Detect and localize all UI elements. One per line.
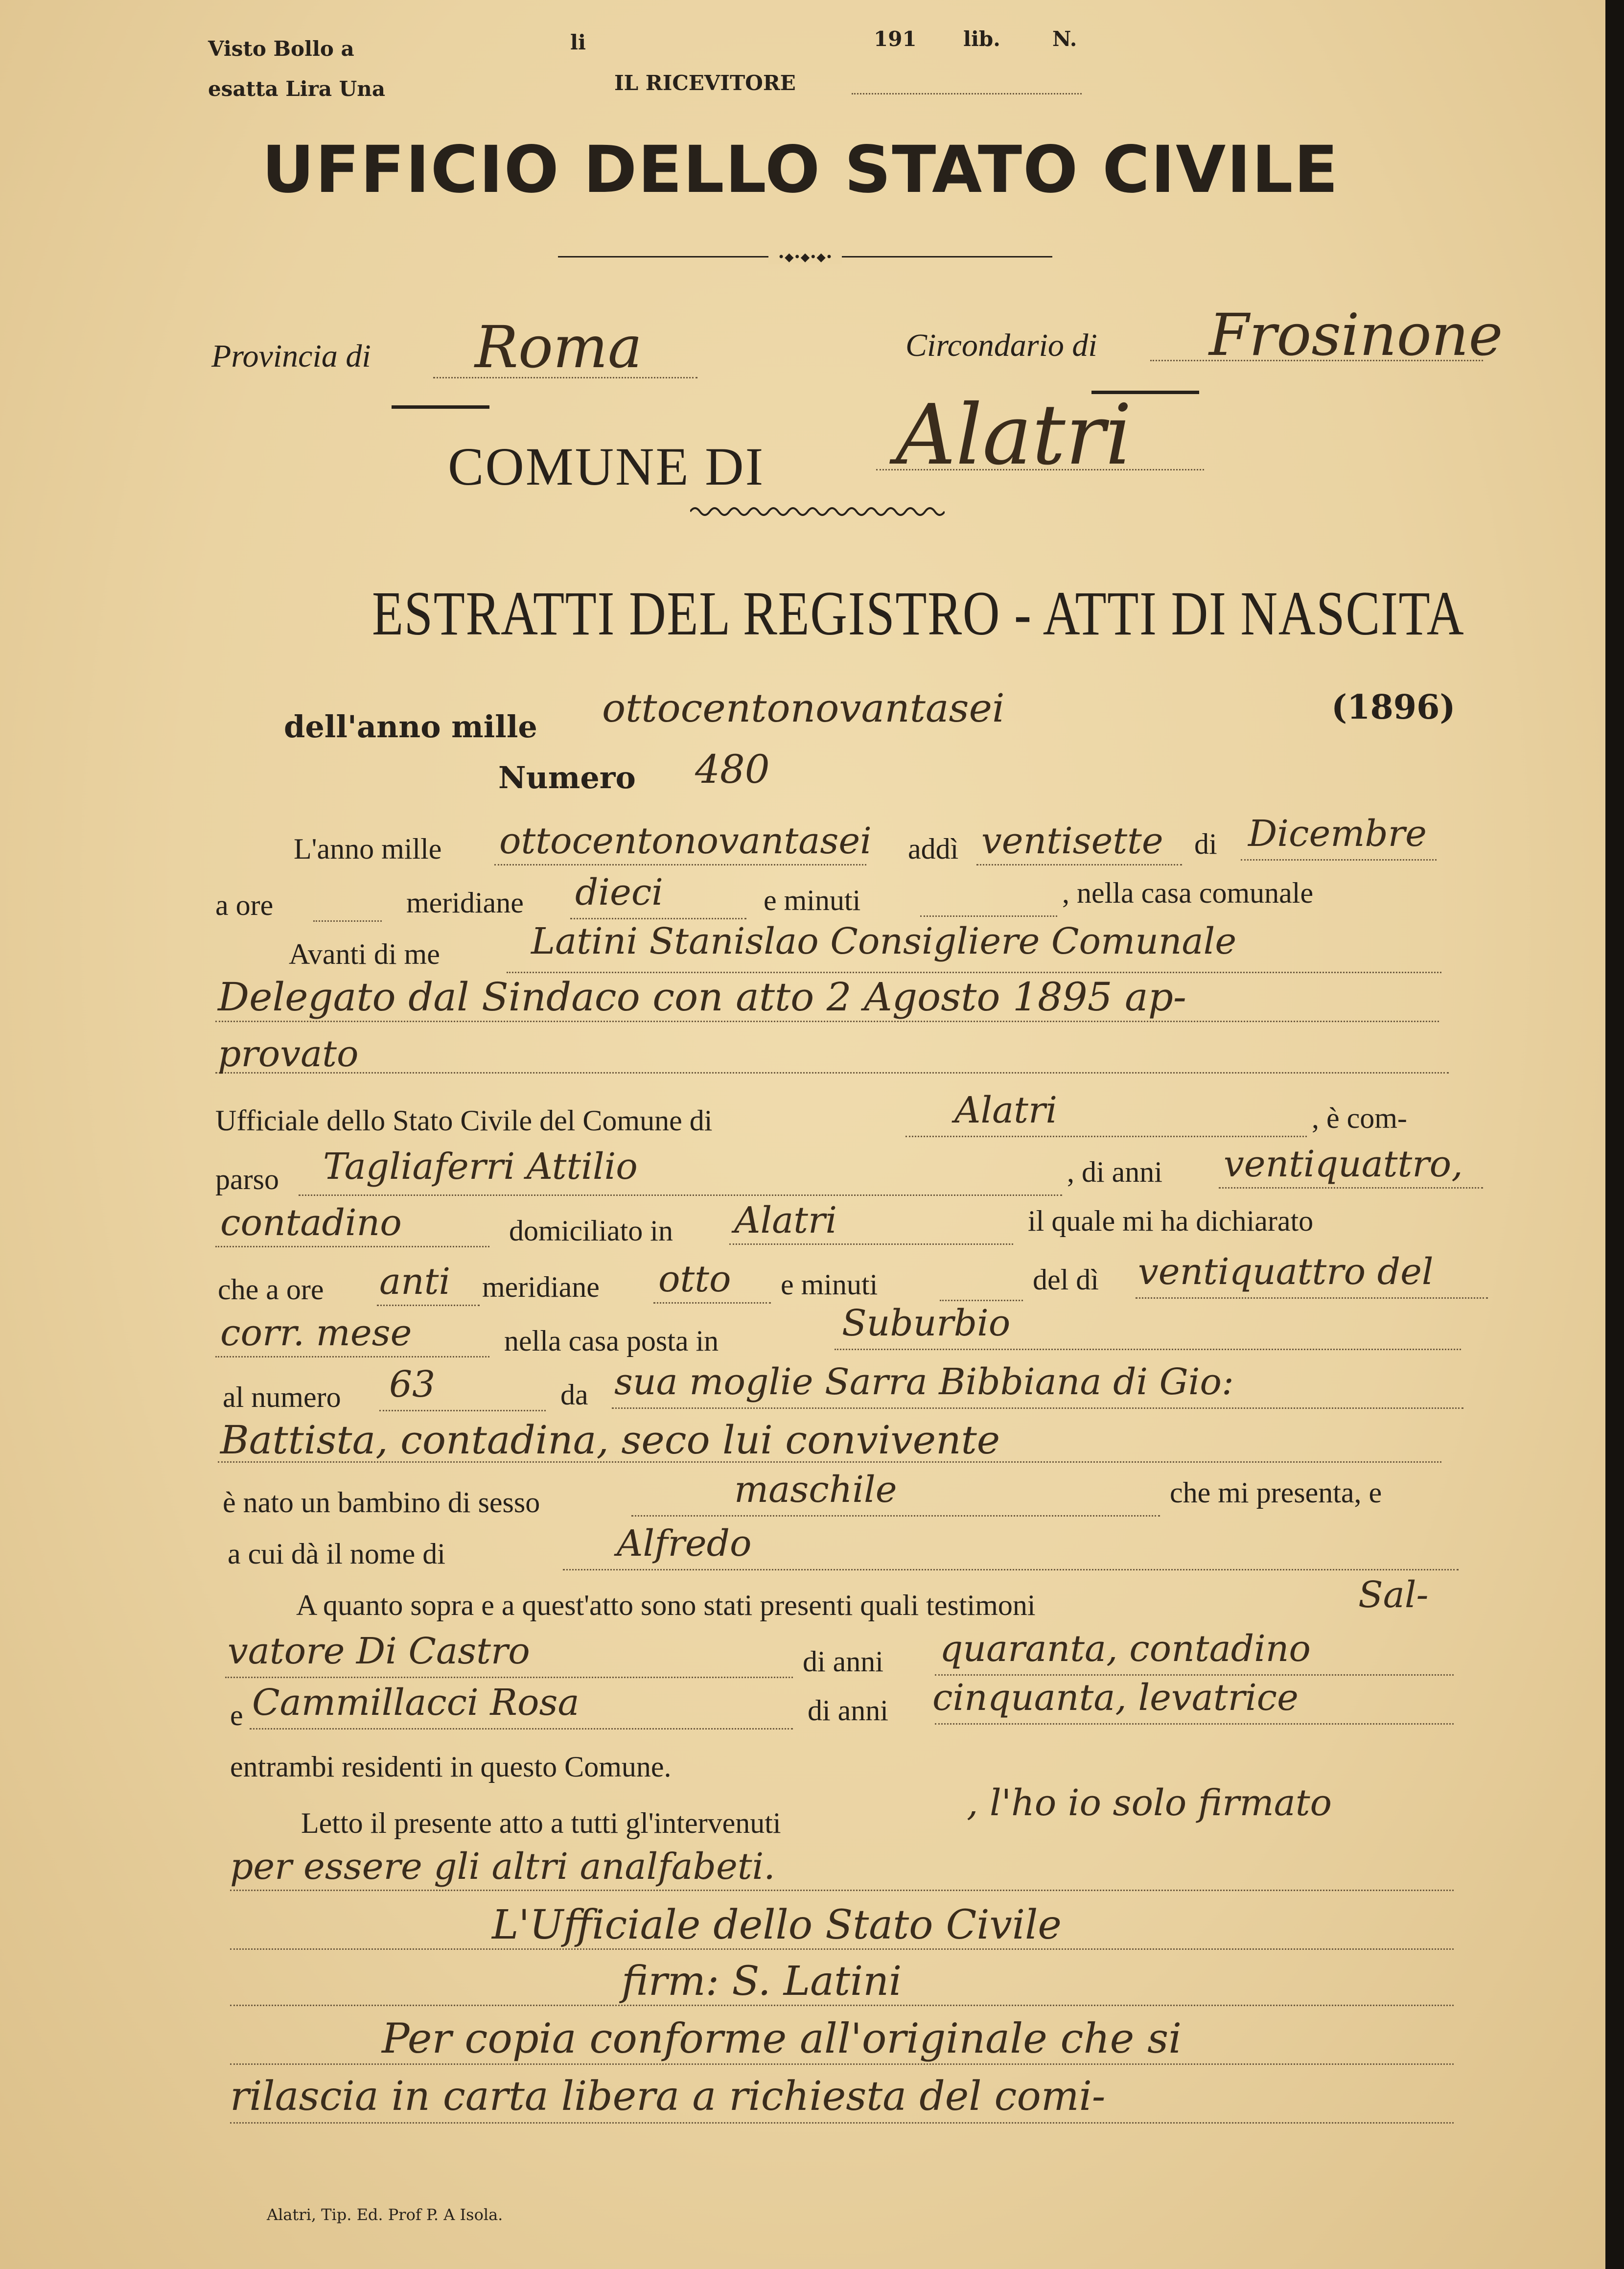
circondario-label: Circondario di [905,327,1097,363]
hw-entry: rilascia in carta libera a richiesta del comi- [230,2073,1106,2120]
hw-entry: Latini Stanislao Consigliere Comunale [531,920,1237,962]
fill-line [230,1948,1454,1950]
fill-line [494,864,866,865]
body-text: che a ore [218,1273,324,1306]
body-text: nella casa posta in [504,1325,719,1357]
body-text: di [1194,828,1217,860]
body-text: di anni [803,1645,883,1678]
ricevitore-label: IL RICEVITORE [614,71,796,95]
hw-entry: quaranta, contadino [940,1628,1311,1670]
hw-entry: Per copia conforme all'originale che si [382,2014,1182,2062]
body-text: al numero [223,1381,341,1413]
body-text: a ore [215,889,274,921]
fill-line [299,1194,1062,1196]
hw-entry: Battista, contadina, seco lui convivente [220,1417,1000,1463]
hw-entry: contadino [220,1202,402,1244]
register-subtitle: ESTRATTI DEL REGISTRO - ATTI DI NASCITA [372,579,1465,648]
body-text: domiciliato in [509,1215,673,1247]
body-text: addì [908,833,959,865]
fill-line [653,1302,771,1304]
body-text: e minuti [764,884,861,916]
rule-left [392,405,489,409]
anno-year: (1896) [1331,688,1456,727]
body-text: a cui dà il nome di [228,1538,445,1570]
body-text: del dì [1033,1263,1099,1296]
hw-entry: Dicembre [1248,813,1427,855]
body-text: il quale mi ha dichiarato [1028,1205,1314,1237]
fill-line [313,920,382,922]
scan-edge [1605,0,1624,2269]
hw-entry: Sal- [1358,1574,1429,1616]
provincia-value: Roma [475,313,643,381]
hw-entry: provato [218,1033,359,1075]
fill-line [230,2005,1454,2006]
n-label: N. [1052,27,1077,51]
body-text: Letto il presente atto a tutti gl'intervenuti [301,1807,781,1839]
fill-line [631,1515,1160,1517]
body-text: , è com- [1312,1102,1407,1134]
fill-line [1219,1187,1483,1189]
hw-entry: Alatri [734,1199,837,1241]
ricevitore-line [852,93,1082,94]
fill-line [215,1072,1449,1074]
hw-entry: ventiquattro, [1224,1143,1463,1185]
hw-entry: Cammillacci Rosa [252,1682,580,1724]
fill-line [1241,859,1437,861]
fill-line [225,1677,793,1678]
fill-line [215,1021,1439,1022]
hw-entry: ventisette [981,820,1163,862]
fill-line [940,1300,1023,1301]
numero-label: Numero [498,760,636,795]
hw-entry: Delegato dal Sindaco con atto 2 Agosto 1895 ap- [218,974,1186,1020]
body-text: da [560,1379,588,1411]
hw-entry: Suburbio [842,1302,1011,1344]
year-label: 191 [874,27,917,51]
body-text: Ufficiale dello Stato Civile del Comune di [215,1104,713,1137]
fill-line [835,1349,1461,1350]
body-text: che mi presenta, e [1170,1476,1382,1509]
hw-entry: ottocentonovantasei [499,820,872,862]
body-text: e minuti [781,1268,878,1301]
body-text: di anni [808,1694,888,1727]
body-text: è nato un bambino di sesso [223,1486,540,1519]
hw-entry: sua moglie Sarra Bibbiana di Gio: [614,1361,1234,1403]
office-title: UFFICIO DELLO STATO CIVILE [262,132,1339,208]
body-text: parso [215,1163,279,1195]
fill-line [935,1674,1454,1676]
fill-line [729,1243,1013,1245]
numero-value: 480 [695,747,770,792]
fill-line [612,1407,1463,1409]
body-text: e [230,1699,243,1731]
fill-line [1136,1297,1488,1299]
hw-entry: L'Ufficiale dello Stato Civile [492,1902,1062,1948]
li-label: li [570,30,586,54]
hw-entry: vatore Di Castro [228,1630,530,1672]
body-text: , nella casa comunale [1062,877,1314,909]
bollo-line-1: Visto Bollo a [208,37,354,61]
body-text: A quanto sopra e a quest'atto sono stati presenti quali testimoni [296,1589,1036,1621]
body-text: meridiane [482,1271,600,1303]
body-text: , di anni [1067,1156,1162,1188]
fill-line [379,1410,546,1411]
fill-line [230,2122,1454,2124]
fill-line [976,864,1182,865]
provincia-label: Provincia di [211,338,371,374]
fill-line [215,1356,489,1357]
fill-line [935,1723,1454,1725]
fill-line [507,972,1441,973]
fill-line [570,918,746,919]
hw-entry: per essere gli altri analfabeti. [230,1846,775,1888]
lib-label: lib. [963,27,1000,51]
fill-line [377,1305,480,1306]
body-text: entrambi residenti in questo Comune. [230,1751,672,1783]
comune-value: Alatri [896,387,1132,484]
fill-line [250,1728,793,1730]
hw-entry: ventiquattro del [1138,1251,1434,1293]
fill-line [920,915,1057,917]
hw-entry: corr. mese [220,1312,412,1354]
body-text: Avanti di me [289,938,440,970]
printer-footer: Alatri, Tip. Ed. Prof P. A Isola. [267,2205,503,2224]
anno-label: dell'anno mille [284,709,537,745]
fill-line [215,1246,489,1247]
anno-value: ottocentonovantasei [602,685,1005,731]
bollo-line-2: esatta Lira Una [208,77,386,101]
hw-entry: cinquanta, levatrice [932,1677,1299,1719]
hw-entry: anti [379,1261,451,1303]
hw-entry: Alfredo [617,1522,752,1565]
hw-entry: Tagliaferri Attilio [323,1146,638,1188]
hw-entry: otto [658,1258,731,1300]
fill-line [563,1569,1459,1570]
fill-line [905,1136,1307,1137]
ornament-divider: •◆•◆•◆• [558,250,1052,264]
hw-entry: Alatri [954,1089,1058,1131]
fill-line [230,1890,1454,1891]
hw-entry: , l'ho io solo firmato [967,1782,1332,1824]
wavy-underline [690,504,945,519]
body-text: meridiane [406,887,524,919]
hw-entry: firm: S. Latini [622,1958,902,2005]
hw-entry: maschile [734,1469,897,1511]
fill-line [230,2063,1454,2065]
comune-label: COMUNE DI [448,437,765,496]
body-text: L'anno mille [294,833,442,865]
hw-entry: dieci [575,871,663,913]
hw-entry: 63 [389,1363,436,1405]
circondario-value: Frosinone [1209,301,1503,369]
